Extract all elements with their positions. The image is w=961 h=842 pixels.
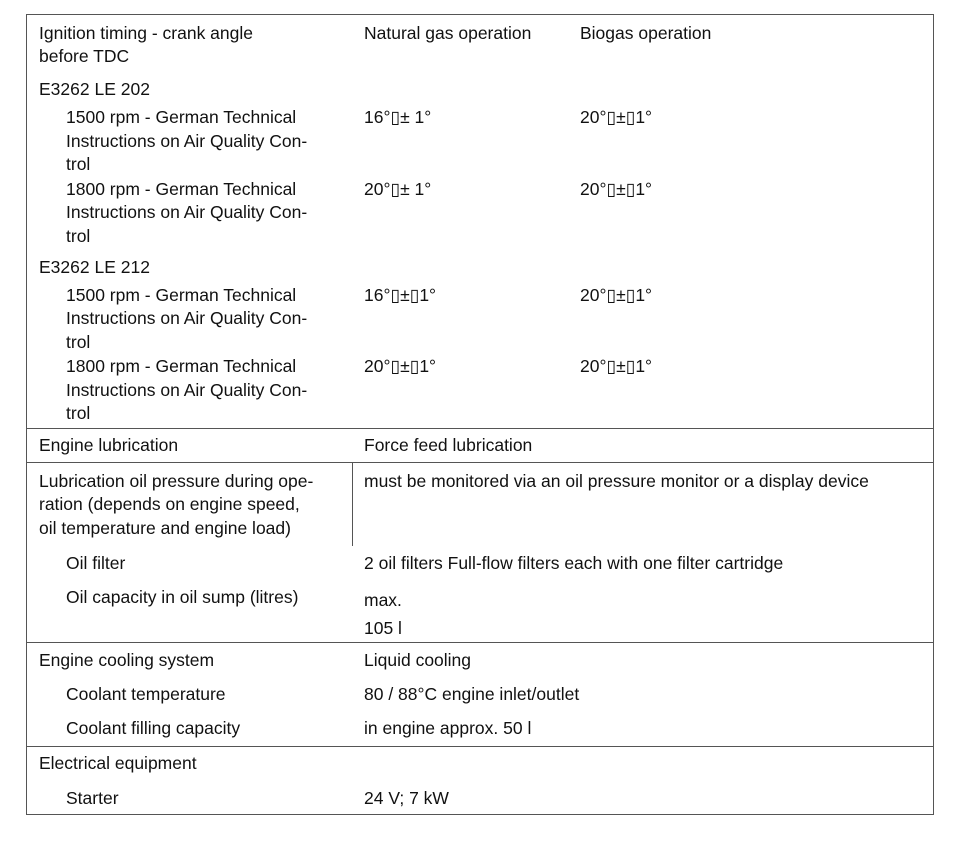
cooling-label: Engine cooling system xyxy=(39,650,215,670)
row-label-line3: trol xyxy=(66,403,91,423)
coolant-filling-value: in engine approx. 50 l xyxy=(364,718,532,738)
oil-capacity-label: Oil capacity in oil sump (litres) xyxy=(66,587,299,607)
natural-gas-value: 20°▯± 1° xyxy=(364,179,432,199)
oil-capacity-value-line2: 105 l xyxy=(364,618,402,638)
lubrication-value: Force feed lubrication xyxy=(364,435,533,455)
oil-pressure-label-line3: oil temperature and engine load) xyxy=(39,518,291,538)
oil-capacity-value-line1: max. xyxy=(364,590,402,610)
natural-gas-value: 16°▯± 1° xyxy=(364,107,432,127)
row-label-line1: 1800 rpm - German Technical xyxy=(66,356,297,376)
biogas-value: 20°▯±▯1° xyxy=(580,179,653,199)
row-label-line1: 1500 rpm - German Technical xyxy=(66,107,297,127)
section-divider xyxy=(27,462,933,463)
oil-filter-value: 2 oil filters Full-flow filters each with one filter cartridge xyxy=(364,553,784,573)
row-label-line2: Instructions on Air Quality Con- xyxy=(66,308,308,328)
cooling-value: Liquid cooling xyxy=(364,650,472,670)
electrical-label: Electrical equipment xyxy=(39,753,197,773)
section-divider xyxy=(27,642,933,643)
coolant-temperature-label: Coolant temperature xyxy=(66,684,226,704)
starter-value: 24 V; 7 kW xyxy=(364,788,449,808)
row-label-line2: Instructions on Air Quality Con- xyxy=(66,380,308,400)
column-header-biogas: Biogas operation xyxy=(580,23,712,43)
biogas-value: 20°▯±▯1° xyxy=(580,107,653,127)
natural-gas-value: 20°▯±▯1° xyxy=(364,356,437,376)
row-label-line3: trol xyxy=(66,332,91,352)
oil-pressure-label-line1: Lubrication oil pressure during ope- xyxy=(39,471,314,491)
coolant-filling-label: Coolant filling capacity xyxy=(66,718,241,738)
engine-name: E3262 LE 202 xyxy=(39,79,150,99)
row-label-line3: trol xyxy=(66,154,91,174)
biogas-value: 20°▯±▯1° xyxy=(580,356,653,376)
lubrication-label: Engine lubrication xyxy=(39,435,179,455)
section-divider xyxy=(27,428,933,429)
row-label-line2: Instructions on Air Quality Con- xyxy=(66,202,308,222)
column-header-natural-gas: Natural gas operation xyxy=(364,23,532,43)
row-label-line2: Instructions on Air Quality Con- xyxy=(66,131,308,151)
cell-divider xyxy=(352,462,353,546)
oil-filter-label: Oil filter xyxy=(66,553,126,573)
oil-pressure-label-line2: ration (depends on engine speed, xyxy=(39,494,300,514)
spec-table xyxy=(26,14,934,815)
row-label-line1: 1500 rpm - German Technical xyxy=(66,285,297,305)
starter-label: Starter xyxy=(66,788,119,808)
engine-name: E3262 LE 212 xyxy=(39,257,150,277)
ignition-label-line1: Ignition timing - crank angle xyxy=(39,23,253,43)
row-label-line3: trol xyxy=(66,226,91,246)
section-divider xyxy=(27,746,933,747)
ignition-label-line2: before TDC xyxy=(39,46,130,66)
natural-gas-value: 16°▯±▯1° xyxy=(364,285,437,305)
row-label-line1: 1800 rpm - German Technical xyxy=(66,179,297,199)
coolant-temperature-value: 80 / 88°C engine inlet/outlet xyxy=(364,684,580,704)
biogas-value: 20°▯±▯1° xyxy=(580,285,653,305)
oil-pressure-value: must be monitored via an oil pressure monitor or a display device xyxy=(364,471,869,491)
